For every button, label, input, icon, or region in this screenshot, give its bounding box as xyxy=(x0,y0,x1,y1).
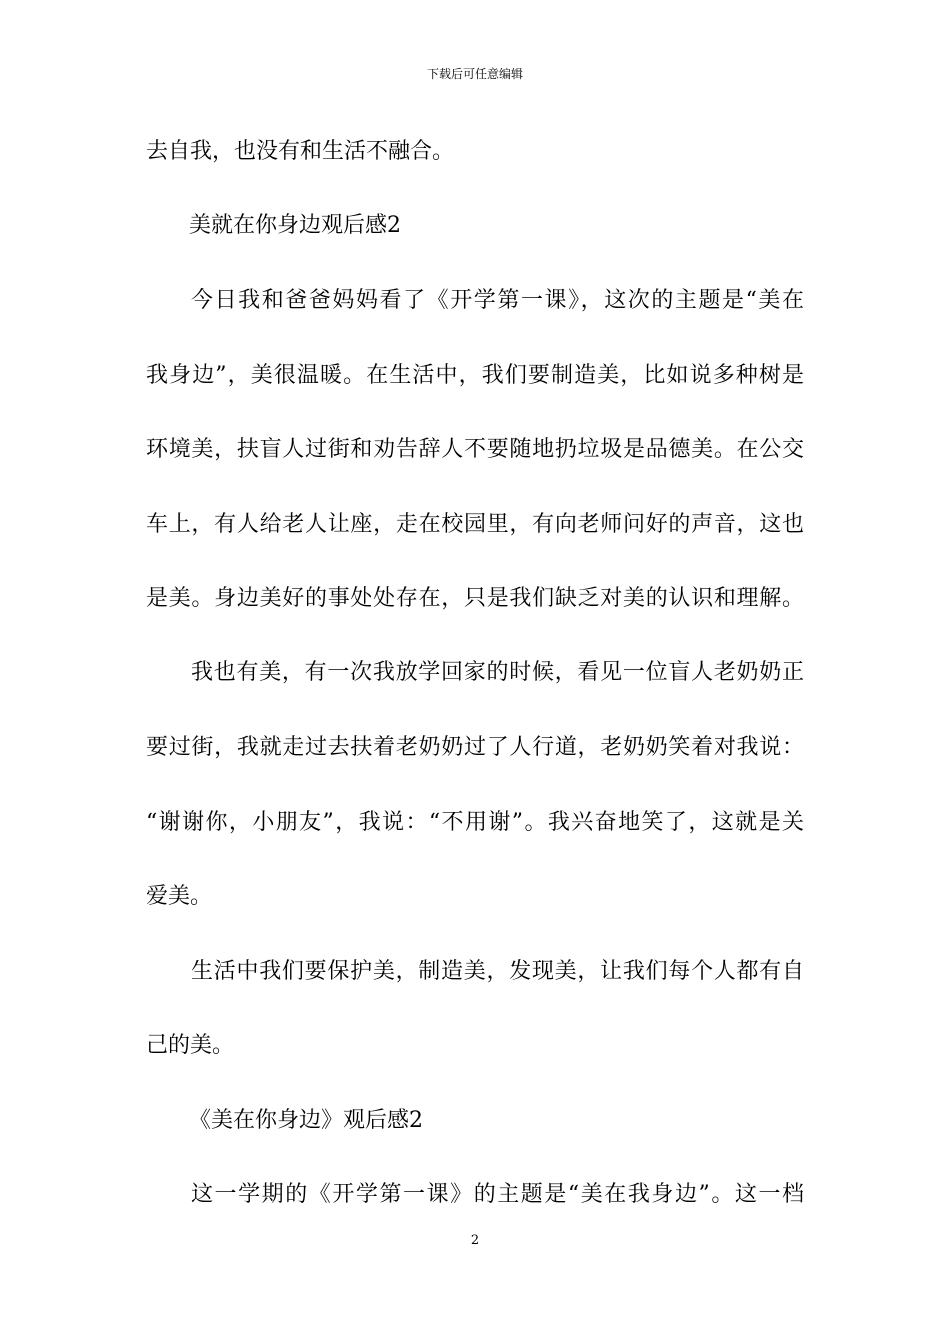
text-line: 爱美。 xyxy=(146,884,213,909)
text-line: 我身边”，美很温暖。在生活中，我们要制造美，比如说多种树是 xyxy=(146,363,804,388)
section-heading: 美就在你身边观后感2 xyxy=(189,213,401,238)
section-heading: 《美在你身边》观后感2 xyxy=(189,1108,423,1133)
paragraph-first-line: 生活中我们要保护美，制造美，发现美，让我们每个人都有自 xyxy=(191,959,804,984)
text-line: 是美。身边美好的事处处存在，只是我们缺乏对美的认识和理解。 xyxy=(146,586,804,611)
text-line: 去自我，也没有和生活不融合。 xyxy=(146,139,455,164)
page-number: 2 xyxy=(470,1233,480,1248)
text-line: 要过街，我就走过去扶着老奶奶过了人行道，老奶奶笑着对我说： xyxy=(146,735,804,760)
text-line: 车上，有人给老人让座，走在校园里，有向老师问好的声音，这也 xyxy=(146,512,804,537)
text-line: “谢谢你，小朋友”，我说：“不用谢”。我兴奋地笑了，这就是关 xyxy=(146,810,804,835)
text-line: 环境美，扶盲人过街和劝告辞人不要随地扔垃圾是品德美。在公交 xyxy=(146,437,804,462)
paragraph-first-line: 这一学期的《开学第一课》的主题是“美在我身边”。这一档 xyxy=(191,1182,804,1207)
paragraph-first-line: 今日我和爸爸妈妈看了《开学第一课》，这次的主题是“美在 xyxy=(191,288,804,313)
page-header: 下载后可任意编辑 xyxy=(426,67,523,81)
text-line: 己的美。 xyxy=(146,1033,235,1058)
paragraph-first-line: 我也有美，有一次我放学回家的时候，看见一位盲人老奶奶正 xyxy=(191,660,804,685)
